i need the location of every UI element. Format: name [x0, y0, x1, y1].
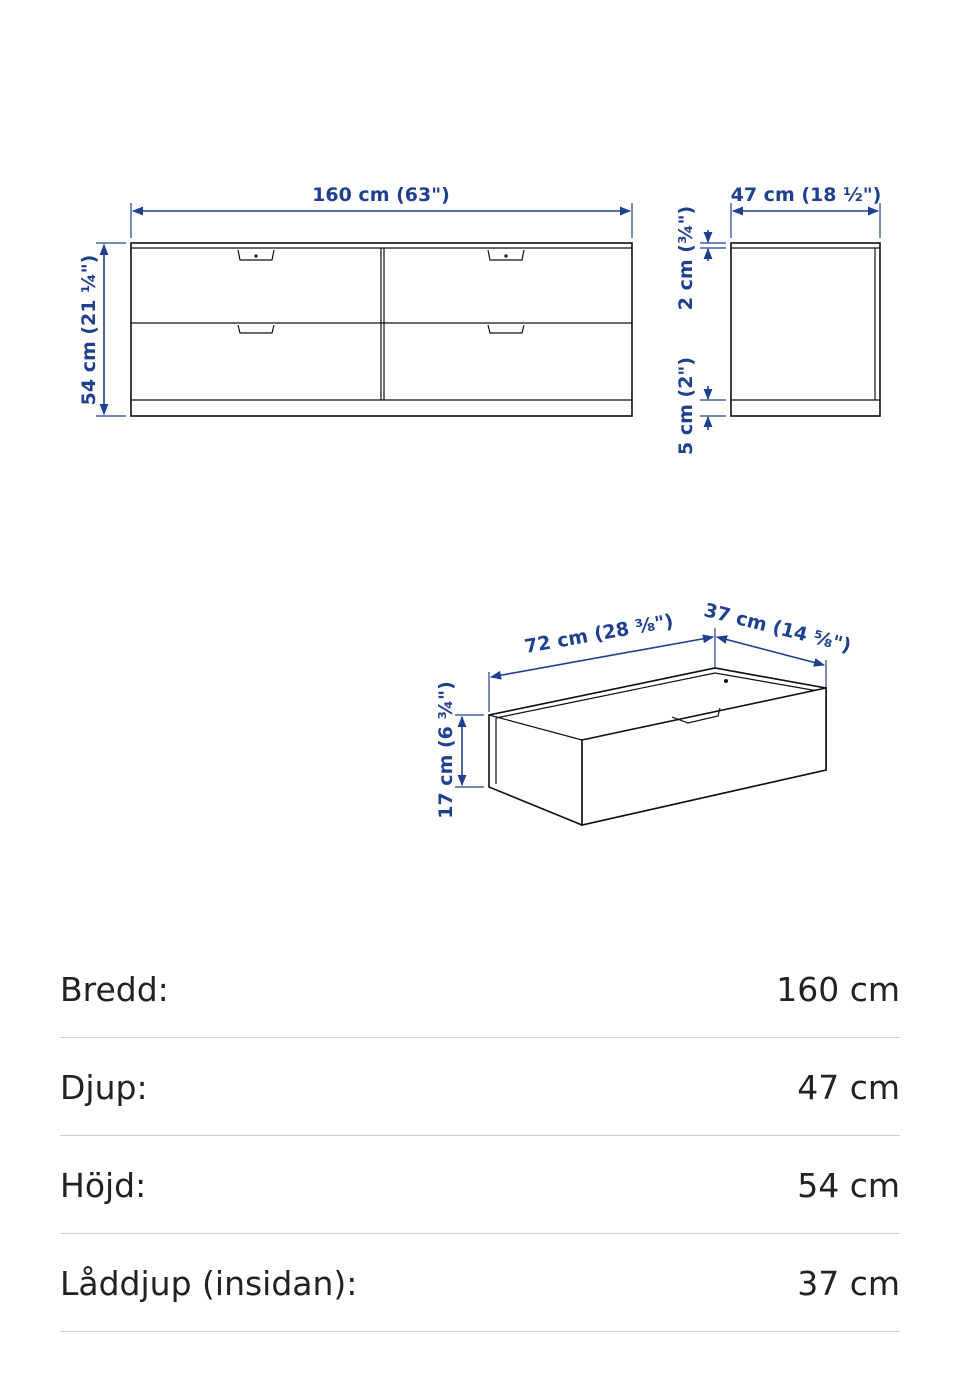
dresser-side: [731, 243, 880, 416]
drawer-depth-label: 37 cm (14 ⅝"): [701, 599, 854, 658]
spec-label: Låddjup (insidan):: [60, 1264, 358, 1303]
spec-row: [60, 1038, 900, 1136]
side-depth-label: 47 cm (18 ½"): [730, 184, 882, 206]
front-view: [78, 184, 632, 416]
spec-value: 37 cm: [797, 1264, 900, 1303]
spec-value: 160 cm: [776, 970, 900, 1009]
drawer-width-label: 72 cm (28 ⅜"): [522, 610, 676, 659]
drawer-view: [435, 599, 853, 825]
spec-label: Höjd:: [60, 1166, 147, 1205]
spec-row: [60, 940, 900, 1038]
spec-value: 54 cm: [797, 1166, 900, 1205]
specs-list: [60, 940, 900, 1332]
front-height-label: 54 cm (21 ¼"): [78, 254, 100, 406]
front-width-label: 160 cm (63"): [312, 184, 450, 206]
side-view: [675, 184, 881, 455]
spec-label: Djup:: [60, 1068, 148, 1107]
plinth-height-label: 5 cm (2"): [675, 357, 697, 455]
spec-value: 47 cm: [797, 1068, 900, 1107]
drawer-height-label: 17 cm (6 ¾"): [435, 681, 457, 819]
spec-label: Bredd:: [60, 970, 169, 1009]
top-thickness-label: 2 cm (¾"): [675, 205, 697, 311]
spec-row: [60, 1136, 900, 1234]
spec-row: [60, 1234, 900, 1332]
